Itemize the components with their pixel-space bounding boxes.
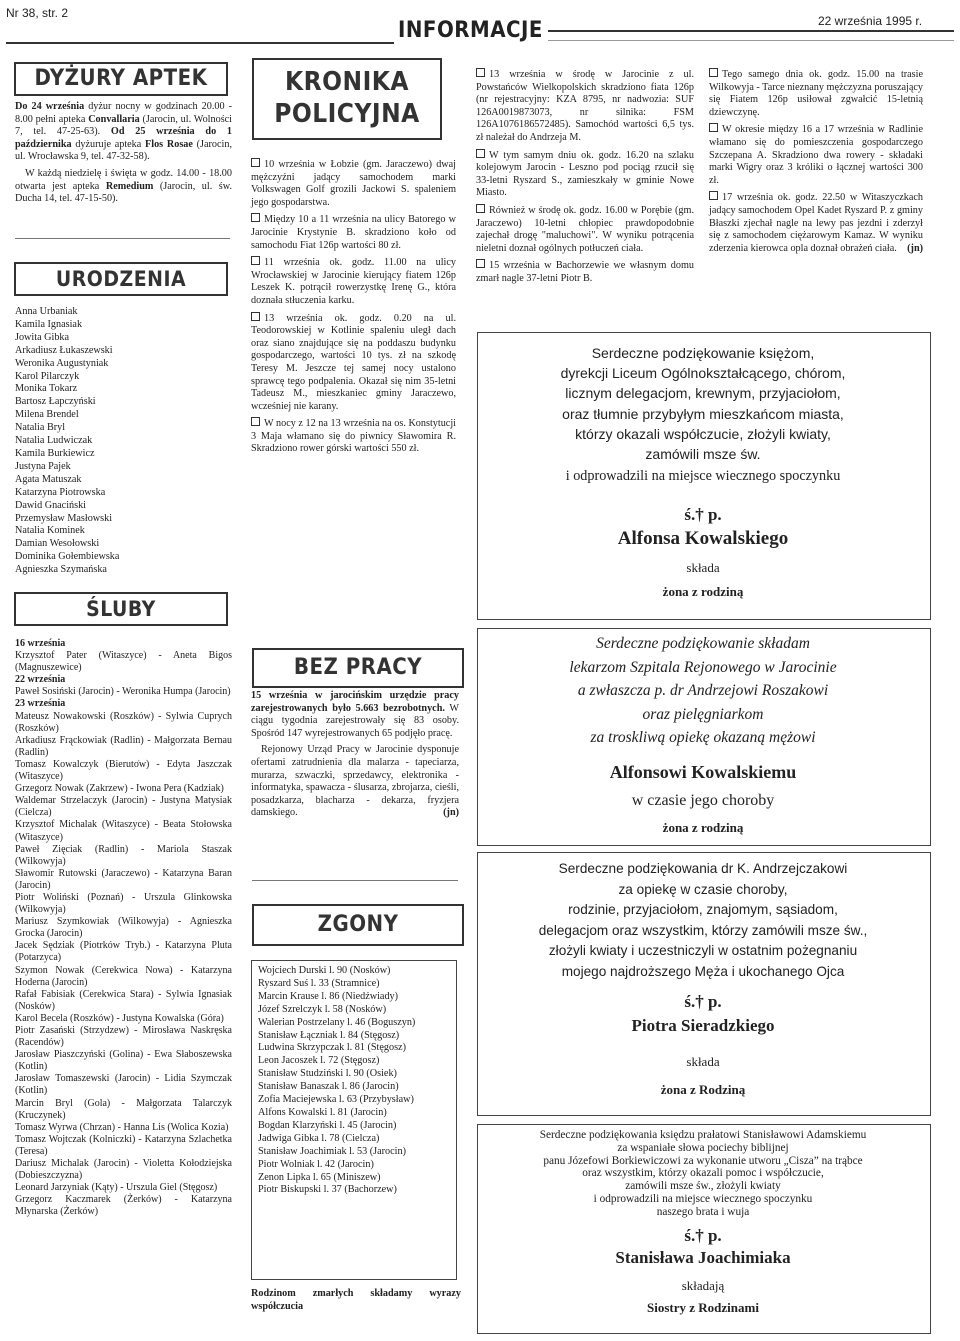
kronika-item <box>251 213 456 252</box>
wedding-entry: Marcin Bryl (Gola) - Małgorzata Talarczyk (Kruczynek) <box>15 1097 232 1121</box>
apteki-text-2b: Convallaria <box>88 113 140 125</box>
birth-name: Karol Pilarczyk <box>15 370 80 382</box>
zgony-list <box>258 965 454 1197</box>
thanks3-line: za opiekę w czasie choroby, <box>618 881 788 897</box>
thanks-4-sklada: składają <box>681 1278 725 1293</box>
thanks4-line: naszego brata i wuja <box>656 1205 750 1218</box>
checkbox-icon <box>476 259 485 268</box>
death-entry: Piotr Biskupski l. 37 (Bachorzew) <box>258 1184 397 1196</box>
birth-name: Monika Tokarz <box>15 383 78 395</box>
apteki-text-2: (Jarocin, ul. Wolności 7, tel. 47-25-63). <box>15 113 233 138</box>
bezpracy-para: Rejonowy Urząd Pracy w Jarocinie dysponuje ofertami zatrudnienia dla malarza - tapeciarza, murarza, szwaczki, sprzedawcy, elektronika - informatyka, spawacza - ślusarza, zbrojarza, cieśli, posadzkarza, blacharza - dekarza, fryzjera damskiego. <box>251 744 459 819</box>
kronika-item-text: W tym samym dniu ok. godz. 16.20 na szlaku kolejowym Jarocin - Leszno pod pociąg rzucił się 33-letni Ryszard S., zamieszkały w gminie Nowe Miasto. <box>476 149 694 199</box>
thanks4-line: panu Józefowi Borkiewiczowi za wykonanie utworu „Cisza” na trąbce <box>543 1154 863 1167</box>
masthead-rule-right <box>548 30 954 32</box>
birth-name: Natalia Ludwiczak <box>15 435 93 447</box>
death-entry: Jadwiga Gibka l. 78 (Cielcza) <box>258 1132 380 1144</box>
thanks1-line: dyrekcji Liceum Ogólnokształcącego, chórom, <box>560 365 846 382</box>
wedding-entry: Karol Becela (Roszków) - Justyna Kowalska (Góra) <box>15 1012 224 1024</box>
wedding-entry: Jacek Sędziak (Piotrków Tryb.) - Katarzyna Pluta (Potarzyca) <box>15 940 232 964</box>
thanks4-line: oraz wszystkim, którzy okazali pomoc i współczucie, <box>582 1167 824 1180</box>
kronika-item-text: W nocy z 12 na 13 września na os. Konstytucji 3 Maja włamano się do piwnicy Sławomira R. Skradziono rower górski wartości 550 zł. <box>251 418 456 455</box>
thanks-1-name: Alfonsa Kowalskiego <box>617 528 789 549</box>
birth-name: Natalia Kominek <box>15 525 85 537</box>
kronika-item <box>251 256 456 307</box>
wedding-entry: Paweł Sosiński (Jarocin) - Weronika Humpa (Jarocin) <box>15 686 231 698</box>
sluby-header: ŚLUBY <box>14 592 228 626</box>
kronika-item-text: Tego samego dnia ok. godz. 15.00 na trasie Wilkowyja - Tarce nieznany mężczyzna poruszający się Fiatem 126p usiłował zgwałcić 15-letnią dziewczynę. <box>709 69 923 118</box>
thanks-1-from: żona z rodziną <box>662 584 744 599</box>
thanks4-line: Serdeczne podziękowania księdzu prałatowi Stanisławowi Adamskiemu <box>539 1129 867 1141</box>
thanks3-line: mojego najdroższego Męża i ukochanego Ojca <box>561 963 845 979</box>
wedding-entry: Dariusz Michalak (Jarocin) - Violetta Kołodziejska (Dobieszczyzna) <box>15 1158 232 1182</box>
masthead-rule-left <box>6 42 394 44</box>
thanks4-line: zamówili msze św., złożyli kwiaty <box>625 1180 781 1193</box>
checkbox-icon <box>251 256 260 265</box>
thanks-3-cross: ś.† p. <box>684 992 722 1011</box>
death-entry: Ludwina Skrzypczak l. 81 (Stęgosz) <box>258 1042 406 1054</box>
death-entry: Ryszard Suś l. 33 (Stramnice) <box>258 977 380 989</box>
checkbox-icon <box>709 191 718 200</box>
kronika-item-text: Między 10 a 11 września na ulicy Batorego w Jarocinie Krystynie B. skradziono koło od samochodu Fiat 126p wartości 80 zł. <box>251 214 456 251</box>
kronika-sign: (jn) <box>907 242 923 254</box>
zgony-note: Rodzinom zmarłych składamy wyrazy współczucia <box>251 1288 461 1312</box>
birth-name: Jowita Gibka <box>15 331 70 343</box>
zgony-header: ZGONY <box>252 904 464 946</box>
kronika-item-text: 15 września w Bachorzewie we własnym domu zmarł nagle 37-letni Piotr B. <box>476 260 694 284</box>
apteki-text-1b: Do 24 września <box>15 101 85 112</box>
thanks4-line: i odprowadzili na miejsce wiecznego spoczynku <box>593 1192 813 1205</box>
thanks2-line: Serdeczne podziękowanie składam <box>596 635 810 652</box>
thanks-4-cross: ś.† p. <box>684 1226 722 1245</box>
death-entry: Stanisław Łączniak l. 84 (Stęgosz) <box>258 1029 400 1041</box>
sluby-list <box>15 638 232 1219</box>
birth-name: Bartosz Łapczyński <box>15 396 96 408</box>
kronika-item-text: W okresie między 16 a 17 września w Radlinie włamano się do pomieszczenia gospodarczego Szczepana A. Skradziono dwa rowery - składaki marki Wigry oraz 3 króliki o łącznej wartości 300 zł. <box>709 124 923 186</box>
wedding-entry: Tomasz Wojtczak (Kolniczki) - Katarzyna Szlachetka (Teresa) <box>15 1133 232 1157</box>
checkbox-icon <box>709 123 718 132</box>
wedding-entry: Tomasz Wyrwa (Chrzan) - Hanna Lis (Wolica Kozia) <box>15 1121 229 1133</box>
kronika-col-1 <box>251 158 456 460</box>
wedding-entry: Tomasz Kowalczyk (Bieruto̍w) - Edyta Jaszczak (Witaszyce) <box>15 758 232 783</box>
separator <box>15 238 230 239</box>
birth-name: Natalia Bryl <box>15 422 66 434</box>
wedding-entry: Krzysztof Pater (Witaszyce) - Aneta Bigos (Magnuszewice) <box>15 650 232 674</box>
kronika-item <box>709 191 923 255</box>
thanks1-line: licznym delegacjom, krewnym, przyjaciołom, <box>565 385 841 402</box>
kronika-item-text: 13 września w środę w Jarocinie z ul. Powstańców Wielkopolskich skradziono fiata 126p (nr rejestracyjny: KZA 8795, nr nadwozia: SUF 126A0019873073, nr silnika: FSM 126A1076186572485). Samochód wartości 6,5 tys. zł należał do Andrzeja M. <box>476 69 694 143</box>
thanks-1-sklada: składa <box>686 560 720 575</box>
bezpracy-sign: (jn) <box>443 807 459 819</box>
thanks-4-from: Siostry z Rodzinami <box>647 1300 759 1315</box>
kronika-item <box>709 123 923 187</box>
checkbox-icon <box>251 312 260 321</box>
death-entry: Bogdan Klarzyński l. 45 (Jarocin) <box>258 1119 397 1131</box>
thanks-2-name: Alfonsowi Kowalskiemu <box>609 762 797 782</box>
birth-name: Dominika Gołembiewska <box>15 551 120 563</box>
thanks2-line: lekarzom Szpitala Rejonowego w Jarocinie <box>569 658 837 676</box>
thanks-2-line6: w czasie jego choroby <box>631 792 775 809</box>
thanks3-line: złożyli kwiaty i uczestniczyli w ostatnim pożegnaniu <box>548 943 858 959</box>
checkbox-icon <box>251 213 260 222</box>
birth-name: Agnieszka Szymańska <box>15 564 107 576</box>
thanks2-line: oraz pielęgniarkom <box>642 705 764 723</box>
apteki-text-3b: Od 25 września do 1 października <box>15 126 232 150</box>
thanks3-line: Serdeczne podziękowania dr K. Andrzejczakowi <box>558 861 848 876</box>
checkbox-icon <box>251 417 260 426</box>
apteki-text-3: dyżuruje apteka <box>71 138 146 150</box>
page-number: Nr 38, str. 2 <box>6 6 69 20</box>
thanks1-line: oraz tłumnie przybyłym mieszkańcom miasta, <box>562 405 844 422</box>
separator <box>252 880 458 881</box>
thanks-3-sklada: składa <box>686 1054 720 1069</box>
thanks-3-name: Piotra Sieradzkiego <box>631 1016 775 1035</box>
kronika-item <box>709 68 923 119</box>
birth-name: Dawid Gnaciński <box>15 499 87 511</box>
birth-name: Kamila Ignasiak <box>15 318 83 330</box>
birth-name: Weronika Augustyniak <box>15 357 109 369</box>
thanks1-line: zamówili msze św. <box>645 446 761 463</box>
death-entry: Józef Szrelczyk l. 58 (Nosków) <box>258 1003 387 1015</box>
apteki-sunday-b: Remedium <box>105 180 154 192</box>
apteki-text-4: (Jarocin, ul. Wrocławska 9, tel. 47-32-58). <box>15 138 232 163</box>
thanks1-line: Serdeczne podziękowanie księżom, <box>591 345 815 361</box>
masthead-rule-thin <box>548 40 954 41</box>
kronika-item-text: 10 września w Łobzie (gm. Jaraczewo) dwaj mężczyźni jadący samochodem marki Volkswagen Golf grozili Jackowi S. spaleniem jego gospodarstwa. <box>251 159 456 208</box>
death-entry: Zenon Lipka l. 65 (Miniszew) <box>258 1171 381 1183</box>
issue-date: 22 września 1995 r. <box>818 14 923 28</box>
birth-name: Anna Urbaniak <box>15 306 78 317</box>
kronika-item-text: 17 września ok. godz. 22.50 w Witaszyczkach jadący samochodem Opel Kadet Ryszard P. z gminy Błaszki zjechał nagle na lewy pas jezdni i zderzył się z samochodem ciężarowym Kamaz. W wyniku zderzenia kierowca opla doznał obrażeń ciała. <box>709 192 923 254</box>
checkbox-icon <box>476 68 485 77</box>
death-entry: Leon Jacoszek l. 72 (Stęgosz) <box>258 1055 380 1067</box>
checkbox-icon <box>251 158 260 167</box>
apteki-text-4b: Flos Rosae <box>145 138 193 150</box>
birth-name: Damian Wesołowski <box>15 538 100 550</box>
wedding-entry: Grzegorz Nowak (Zakrzew) - Iwona Pera (Kadziak) <box>15 783 224 795</box>
urodzenia-header: URODZENIA <box>14 262 228 296</box>
wedding-entry: Mariusz Szymkowiak (Wilkowyja) - Agnieszka Grocka (Jarocin) <box>15 916 232 940</box>
kronika-item <box>251 158 456 209</box>
kronika-title-1: KRONIKA <box>284 67 410 97</box>
death-entry: Alfons Kowalski l. 81 (Jarocin) <box>258 1106 387 1118</box>
death-entry: Marcin Krause l. 86 (Niedźwiady) <box>258 990 399 1002</box>
section-title: INFORMACJE <box>398 18 543 43</box>
birth-name: Milena Brendel <box>15 409 79 421</box>
apteki-body <box>15 101 232 210</box>
checkbox-icon <box>476 149 485 158</box>
kronika-item-text: Również w środę ok. godz. 16.00 w Porębie (gm. Jaraczewo) 10-letni chłopiec prawdopodobnie zajechał drogę "maluchowi". W wyniku potrącenia nieletni doznał ogólnych potłuczeń ciała. <box>476 204 694 254</box>
death-entry: Piotr Wolniak l. 42 (Jarocin) <box>258 1158 374 1170</box>
death-entry: Wojciech Durski l. 90 (Nosków) <box>258 965 391 976</box>
death-entry: Stanisław Studziński l. 90 (Osiek) <box>258 1068 397 1080</box>
wedding-date: 16 września <box>15 638 66 649</box>
kronika-item <box>251 312 456 414</box>
wedding-entry: Waldemar Strzelaczyk (Jarocin) - Justyna Matysiak (Cielcza) <box>15 795 232 819</box>
kronika-item <box>476 259 694 285</box>
wedding-entry: Grzegorz Kaczmarek (Żerków) - Katarzyna Młynarska (Żerków) <box>15 1194 232 1218</box>
bezpracy-body <box>251 690 459 824</box>
urodzenia-list <box>15 306 230 577</box>
death-entry: Stanisław Banaszak l. 86 (Jarocin) <box>258 1081 399 1093</box>
birth-name: Kamila Burkiewicz <box>15 447 95 459</box>
birth-name: Katarzyna Piotrowska <box>15 486 106 498</box>
death-entry: Stanisław Joachimiak l. 53 (Jarocin) <box>258 1145 406 1157</box>
kronika-header <box>252 58 442 140</box>
wedding-entry: Leonard Jarzyniak (Kąty) - Urszula Giel (Stęgosz) <box>15 1182 218 1194</box>
thanks-3-lines <box>477 859 929 983</box>
apteki-text-1: dyżur nocny w godzinach 20.00 - 8.00 pełni apteka <box>15 101 232 125</box>
thanks3-line: rodzinie, przyjaciołom, znajomym, sąsiadom, <box>568 902 838 918</box>
wedding-entry: Rafał Fabisiak (Cerekwica Stara) - Sylwia Ignasiak (Nosków) <box>15 988 232 1012</box>
kronika-col-2 <box>476 68 694 290</box>
thanks1-line: którzy okazali współczucie, złożyli kwiaty, <box>575 425 831 442</box>
death-entry: Walerian Postrzelany l. 46 (Boguszyn) <box>258 1016 416 1028</box>
wedding-entry: Jarosław Tomaszewski (Jarocin) - Lidia Szymczak (Kotlin) <box>15 1073 232 1097</box>
kronika-title-2: POLICYJNA <box>274 99 420 129</box>
wedding-entry: Krzysztof Michalak (Witaszyce) - Beata Stołowska (Witaszyce) <box>15 819 232 843</box>
kronika-col-3 <box>709 68 923 259</box>
apteki-header: DYŻURY APTEK <box>14 62 228 96</box>
thanks4-line: za wspaniałe słowa pociechy biblijnej <box>617 1141 789 1154</box>
thanks-2-from: żona z rodziną <box>662 820 744 835</box>
kronika-item-text: 13 września ok. godz. 0.20 na ul. Teodorowskiej w Kotlinie spaleniu uległ dach oraz siano znajdujące się na poddaszu budynku gospodarczego, wartości 10 tys. zł na szkodę Teresy M. Jeszcze tej samej nocy ustalono sprawcę tego podpalenia. Okazał się nim 35-letni Tadeusz M., mieszkaniec gminy Jaraczewo, wcześniej nie karany. <box>251 312 456 412</box>
bezpracy-header: BEZ PRACY <box>252 648 464 688</box>
wedding-date: 22 września <box>15 674 66 686</box>
birth-name: Justyna Pajek <box>15 460 71 472</box>
checkbox-icon <box>709 68 718 77</box>
apteki-sunday-a: W każdą niedzielę i święta w godz. 14.00 - 18.00 otwarta jest apteka <box>15 167 232 192</box>
wedding-entry: Paweł Zięciak (Radlin) - Mariola Staszak (Wilkowyja) <box>15 843 232 867</box>
death-entry: Zofia Maciejewska l. 63 (Przybysław) <box>258 1094 414 1106</box>
wedding-entry: Arkadiusz Frąckowiak (Radlin) - Małgorzata Bernau (Radlin) <box>15 734 232 758</box>
kronika-item <box>251 417 456 456</box>
thanks-4-name: Stanisława Joachimiaka <box>615 1248 791 1267</box>
thanks-2-lines <box>477 632 929 750</box>
kronika-item <box>476 68 694 145</box>
birth-name: Agata Matuszak <box>15 473 82 485</box>
bezpracy-lead-2: W ciągu tygodnia zarejestrowały się 83 osoby. Spośród 147 wyrejestrowanych 65 podjęło pracę. <box>251 702 460 739</box>
birth-name: Arkadiusz Łukaszewski <box>15 344 113 356</box>
kronika-item <box>476 149 694 200</box>
wedding-entry: Mateusz Nowakowski (Roszków) - Sylwia Cuprych (Roszków) <box>15 710 232 734</box>
apteki-sunday-c: (Jarocin, ul. św. Ducha 14, tel. 47-15-50). <box>15 180 232 205</box>
birth-name: Przemysław Masłowski <box>15 512 113 524</box>
thanks-1-lines <box>477 343 929 464</box>
kronika-item-text: 11 września ok. godz. 11.00 na ulicy Wrocławskiej w Jarocinie kierujący fiatem 126p Leszek K. potrącił rowerzystkę Irenę G., która doznała stłuczenia karku. <box>251 257 456 306</box>
thanks2-line: za troskliwą opiekę okazaną mężowi <box>590 729 816 746</box>
thanks-4-lines <box>477 1129 929 1219</box>
thanks2-line: a zwłaszcza p. dr Andrzejowi Roszakowi <box>577 682 829 699</box>
thanks-1-line7: i odprowadzili na miejsce wiecznego spoczynku <box>565 468 841 484</box>
wedding-date: 23 września <box>15 698 66 710</box>
thanks-1-cross: ś.† p. <box>684 505 722 524</box>
wedding-entry: Sławomir Rutowski (Jaraczewo) - Katarzyna Baran (Jarocin) <box>15 867 232 891</box>
wedding-entry: Jarosław Piaszczyński (Golina) - Ewa Słaboszewska (Kotlin) <box>15 1049 232 1073</box>
thanks-3-from: żona z Rodziną <box>660 1082 746 1097</box>
wedding-entry: Piotr Woliński (Poznań) - Urszula Glinkowska (Wilkowyja) <box>15 891 232 916</box>
thanks3-line: delegacjom oraz wszystkim, którzy zamówili msze św., <box>538 922 868 938</box>
bezpracy-lead: 15 września w jarocińskim urzędzie pracy zarejestrowanych było 5.663 bezrobotnych. <box>251 690 459 714</box>
kronika-item <box>476 204 694 255</box>
wedding-entry: Szymon Nowak (Cerekwica Nowa) - Katarzyna Hoderna (Jarocin) <box>15 964 232 988</box>
checkbox-icon <box>476 204 485 213</box>
wedding-entry: Piotr Zasański (Strzydzew) - Mirosława Naskręska (Racendów) <box>15 1025 232 1049</box>
